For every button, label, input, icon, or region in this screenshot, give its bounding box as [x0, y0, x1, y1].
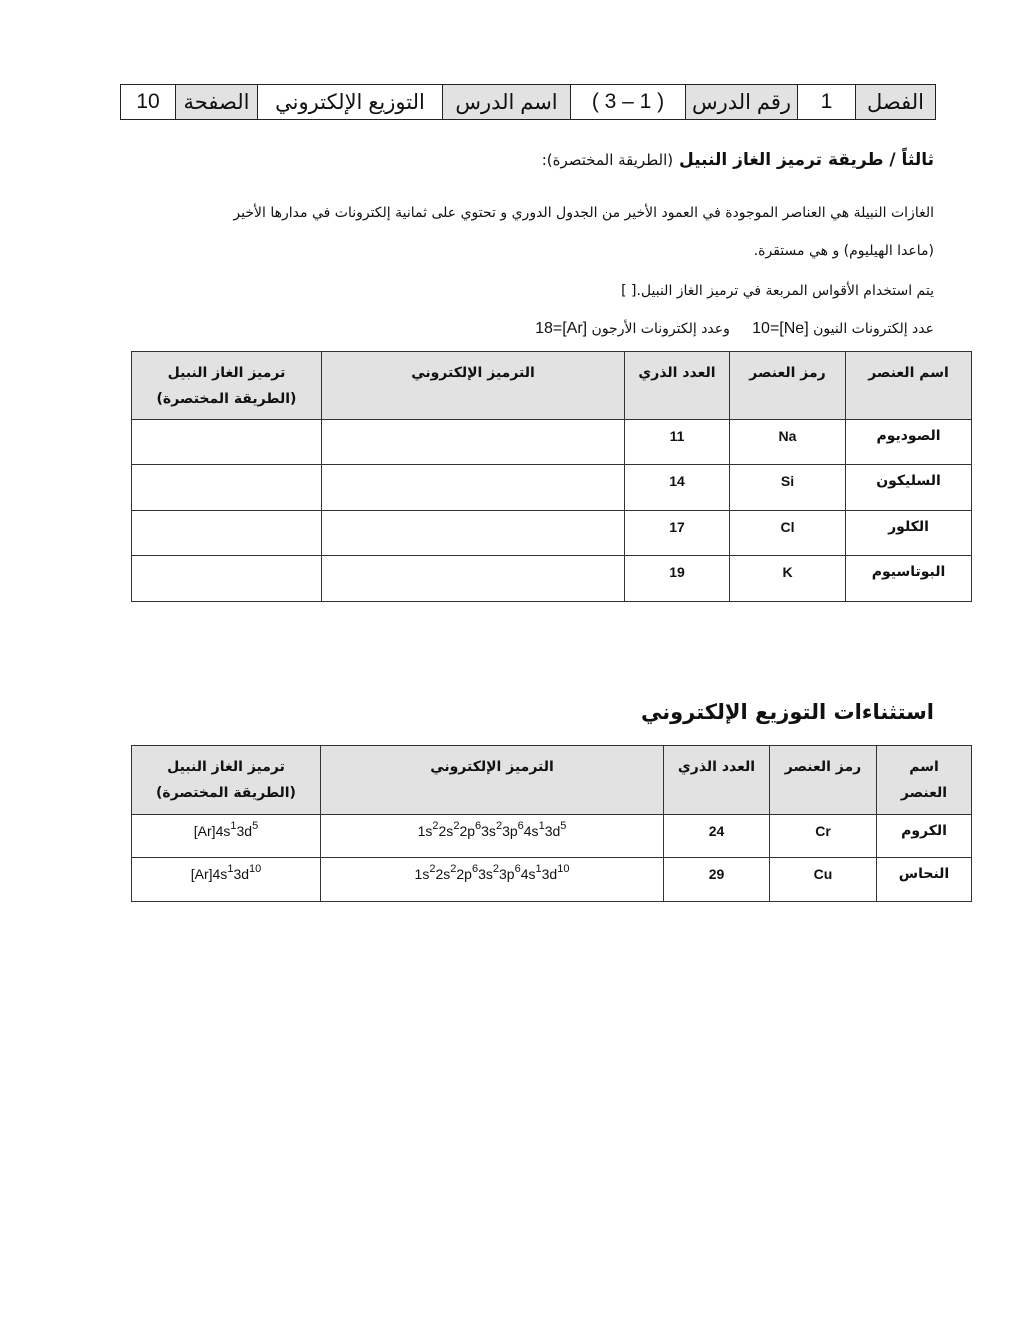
config-orbital: 4s: [523, 823, 539, 839]
element-name: البوتاسيوم: [846, 556, 972, 602]
config-orbital: 3d: [541, 866, 558, 882]
config-superscript: 10: [249, 863, 262, 875]
config-superscript: 5: [252, 820, 259, 832]
section-title: ثالثاً / طريقة ترميز الغاز النبيل: [679, 150, 934, 170]
config-superscript: 2: [432, 820, 439, 832]
page-label: الصفحة: [176, 85, 258, 120]
config-superscript: 6: [471, 863, 479, 875]
electron-config: [321, 858, 664, 902]
header-electron-config: الترميز الإلكتروني: [322, 352, 625, 420]
config-superscript: 5: [560, 820, 567, 832]
element-name: الكلور: [846, 511, 972, 556]
element-name: السليكون: [846, 465, 972, 511]
paragraph-square-brackets: يتم استخدام الأقواس المربعة في ترميز الغاز النبيل.[ ]: [621, 283, 934, 299]
config-orbital: 1s: [414, 866, 430, 882]
element-name: الصوديوم: [846, 420, 972, 465]
electron-config-cell[interactable]: [322, 465, 625, 511]
config-superscript: 1: [230, 820, 237, 832]
header-name-line1: اسم: [909, 759, 939, 775]
atomic-number: 11: [625, 420, 730, 465]
config-superscript: 2: [453, 820, 460, 832]
config-superscript: 1: [227, 863, 234, 875]
paragraph-electron-counts: [124, 320, 934, 338]
header-noble-notation: [132, 352, 322, 420]
config-orbital: 2s: [438, 823, 454, 839]
table-row: [132, 815, 972, 858]
table-row: [132, 420, 972, 465]
header-noble-line2: (الطريقة المختصرة): [156, 391, 297, 407]
table-row: [132, 858, 972, 902]
paragraph-noble-gases: الغازات النبيلة هي العناصر الموجودة في العمود الأخير من الجدول الدوري و تحتوي على ثمانية إلكترونات في مدارها الأخير: [233, 205, 934, 221]
config-superscript: 1: [538, 820, 545, 832]
element-symbol: K: [730, 556, 846, 602]
config-superscript: 2: [429, 863, 436, 875]
noble-notation-cell[interactable]: [132, 465, 322, 511]
config-orbital: 2p: [456, 866, 472, 882]
header-element-symbol: رمز العنصر: [730, 352, 846, 420]
electron-config-cell[interactable]: [322, 556, 625, 602]
config-superscript: 2: [495, 820, 503, 832]
header-atomic-number: العدد الذري: [664, 746, 770, 815]
config-orbital: 3d: [544, 823, 561, 839]
config-superscript: 2: [450, 863, 457, 875]
section-title-sub: (الطريقة المختصرة):: [541, 151, 674, 169]
lesson-number-value: ( 3 – 1 ): [571, 85, 686, 120]
header-noble-line2: (الطريقة المختصرة): [156, 785, 296, 801]
electron-config: [321, 815, 664, 858]
header-electron-config: الترميز الإلكتروني: [321, 746, 664, 815]
element-symbol: Si: [730, 465, 846, 511]
noble-gas-table: [131, 351, 972, 602]
chapter-label: الفصل: [856, 85, 936, 120]
config-orbital: 3d: [233, 866, 250, 882]
config-superscript: 6: [514, 863, 521, 875]
atomic-number: 29: [664, 858, 770, 902]
config-orbital: 4s: [520, 866, 536, 882]
noble-notation-cell[interactable]: [132, 511, 322, 556]
config-superscript: 6: [517, 820, 524, 832]
header-atomic-number: العدد الذري: [625, 352, 730, 420]
element-symbol: Cr: [770, 815, 877, 858]
config-orbital: 2s: [435, 866, 451, 882]
noble-notation-cell[interactable]: [132, 556, 322, 602]
atomic-number: 24: [664, 815, 770, 858]
config-superscript: 1: [535, 863, 542, 875]
paragraph-helium-note: (ماعدا الهيليوم) و هي مستقرة.: [753, 243, 934, 259]
element-symbol: Cu: [770, 858, 877, 902]
argon-count-label: وعدد إلكترونات الأرجون: [591, 321, 730, 337]
element-symbol: Cl: [730, 511, 846, 556]
exceptions-table: [131, 745, 972, 902]
header-noble-notation: [132, 746, 321, 815]
table-row: [132, 511, 972, 556]
header-noble-line1: ترميز الغاز النبيل: [167, 759, 285, 775]
lesson-number-label: رقم الدرس: [686, 85, 798, 120]
element-name: الكروم: [877, 815, 972, 858]
page-number: 10: [121, 85, 176, 120]
atomic-number: 19: [625, 556, 730, 602]
config-superscript: 6: [475, 820, 482, 832]
noble-notation: [132, 815, 321, 858]
electron-config-cell[interactable]: [322, 511, 625, 556]
exceptions-title: استثناءات التوزيع الإلكتروني: [640, 700, 934, 724]
neon-count-value: 10=[Ne]: [752, 320, 809, 337]
config-orbital: [Ar]4s: [193, 823, 231, 839]
header-element-symbol: رمز العنصر: [770, 746, 877, 815]
lesson-name-label: اسم الدرس: [443, 85, 571, 120]
header-noble-line1: ترميز الغاز النبيل: [167, 365, 286, 381]
config-orbital: 3d: [236, 823, 253, 839]
atomic-number: 14: [625, 465, 730, 511]
config-orbital: 1s: [417, 823, 433, 839]
config-orbital: [Ar]4s: [190, 866, 228, 882]
element-symbol: Na: [730, 420, 846, 465]
noble-notation-cell[interactable]: [132, 420, 322, 465]
header-name-line2: العنصر: [900, 785, 948, 801]
table-row: [132, 556, 972, 602]
atomic-number: 17: [625, 511, 730, 556]
lesson-header: [120, 84, 936, 120]
electron-config-cell[interactable]: [322, 420, 625, 465]
argon-count-value: 18=[Ar]: [535, 320, 588, 337]
element-name: النحاس: [877, 858, 972, 902]
header-element-name: [877, 746, 972, 815]
header-element-name: اسم العنصر: [846, 352, 972, 420]
section-heading: [542, 150, 934, 170]
table-row: [132, 465, 972, 511]
config-orbital: 3s: [478, 866, 493, 882]
config-orbital: 3p: [502, 823, 518, 839]
config-superscript: 10: [557, 863, 570, 875]
config-orbital: 3p: [499, 866, 515, 882]
lesson-name-value: التوزيع الإلكتروني: [258, 85, 443, 120]
config-orbital: 2p: [459, 823, 476, 839]
config-superscript: 2: [492, 863, 499, 875]
chapter-value: 1: [798, 85, 856, 120]
noble-notation: [132, 858, 321, 902]
neon-count-label: عدد إلكترونات النيون: [813, 321, 934, 337]
config-orbital: 3s: [481, 823, 496, 839]
